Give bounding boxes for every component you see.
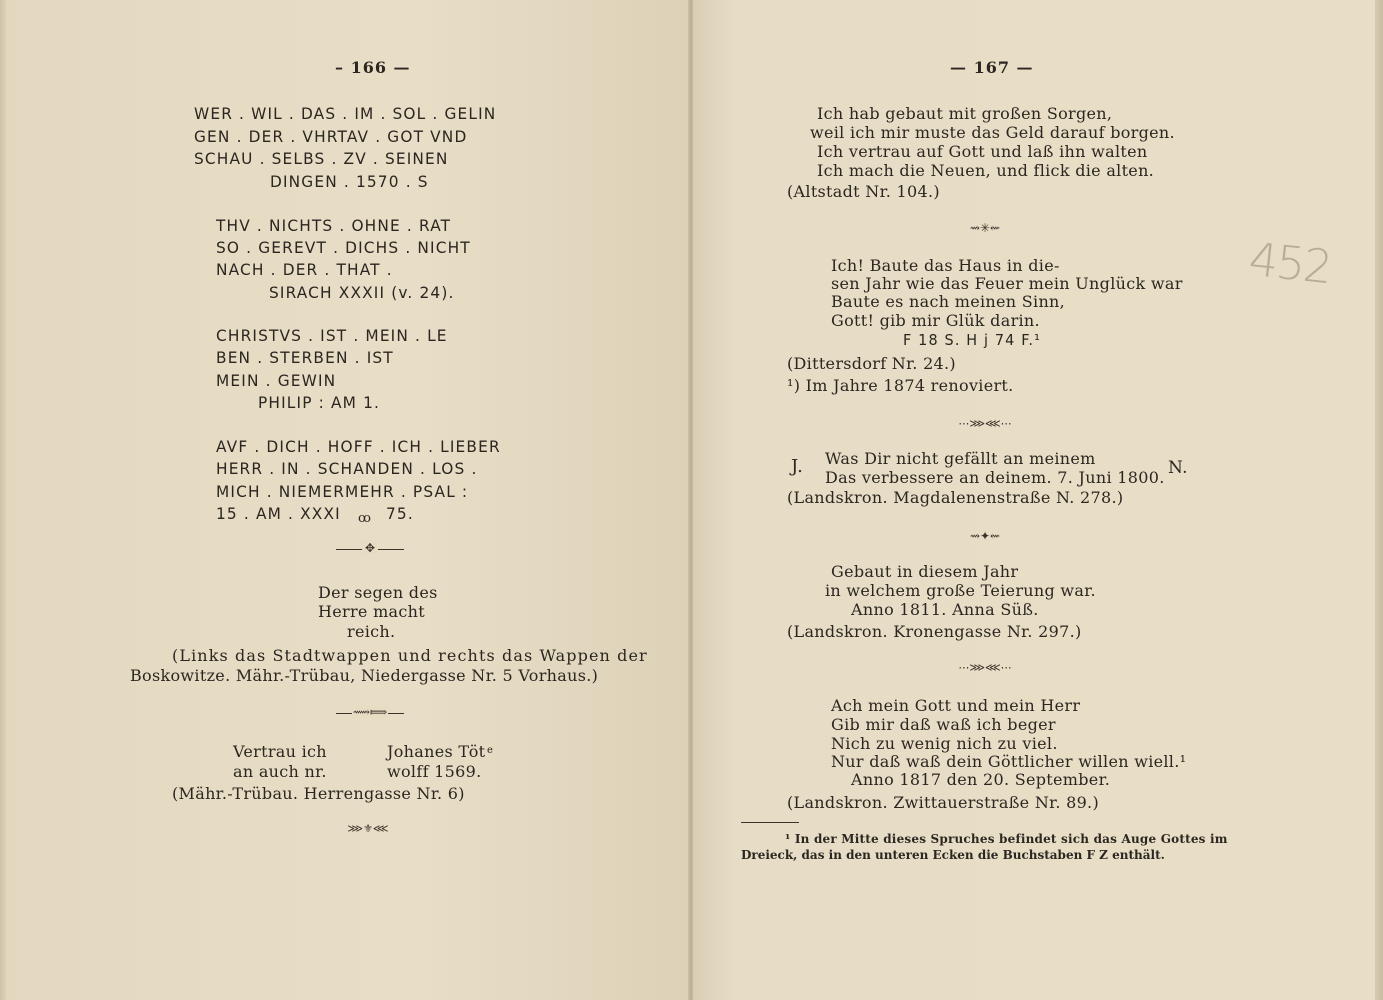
divider-ornament: ⟿⟾ xyxy=(352,705,388,719)
inscription-line: Herre macht xyxy=(318,602,425,621)
initial-letter: J. xyxy=(791,456,804,477)
initial-letter: N. xyxy=(1168,458,1188,478)
inscription-line: in welchem große Teierung war. xyxy=(825,581,1096,600)
inscription-line: Ich vertrau auf Gott und laß ihn walten xyxy=(817,142,1148,161)
inscription-line: Ich! Baute das Haus in die- xyxy=(831,256,1060,275)
inscription-line: GEN . DER . VHRTAV . GOT VND xyxy=(194,127,468,146)
page-edge-right xyxy=(1375,0,1383,1000)
inscription-line: 75. xyxy=(386,504,414,523)
inscription-line: WER . WIL . DAS . IM . SOL . GELIN xyxy=(194,104,497,123)
inscription-line: SIRACH XXXII (v. 24). xyxy=(269,283,455,302)
inscription-line: an auch nr. xyxy=(233,762,327,781)
source-note: (Landskron. Magdalenenstraße N. 278.) xyxy=(787,488,1124,507)
inscription-line: weil ich mir muste das Geld darauf borgen. xyxy=(810,123,1175,142)
inscription-line: F 18 S. H j 74 F.¹ xyxy=(903,331,1041,349)
inscription-line: Gib mir daß waß ich beger xyxy=(831,715,1056,734)
source-note: (Mähr.-Trübau. Herrengasse Nr. 6) xyxy=(172,784,465,803)
inscription-line: Baute es nach meinen Sinn, xyxy=(831,292,1066,311)
inscription-line: MICH . NIEMERMEHR . PSAL : xyxy=(216,482,469,501)
inscription-line: Vertrau ich xyxy=(233,742,327,761)
inscription-line: 15 . AM . XXXI xyxy=(216,504,341,523)
inscription-line: DINGEN . 1570 . S xyxy=(270,172,429,191)
inscription-line: Ach mein Gott und mein Herr xyxy=(831,696,1081,715)
inscription-line: NACH . DER . THAT . xyxy=(216,260,393,279)
inscription-line: Nur daß waß dein Göttlicher willen wiell.¹ xyxy=(831,752,1187,771)
inscription-line: PHILIP : AM 1. xyxy=(258,393,381,412)
inscription-line: SO . GEREVT . DICHS . NICHT xyxy=(216,238,471,257)
inscription-line: Gott! gib mir Glük darin. xyxy=(831,311,1040,330)
page-number-166: – 166 — xyxy=(335,58,411,77)
inscription-line: reich. xyxy=(347,622,396,641)
inscription-line: Ich mach die Neuen, und flick die alten. xyxy=(817,161,1155,180)
divider-ornament: ⋯⋙⋘⋯ xyxy=(958,417,1012,430)
inscription-line: sen Jahr wie das Feuer mein Unglück war xyxy=(831,274,1183,293)
inscription-line: MEIN . GEWIN xyxy=(216,371,337,390)
inscription-line: Johanes Töt xyxy=(387,742,486,761)
inscription-line: THV . NICHTS . OHNE . RAT xyxy=(216,216,452,235)
divider-ornament: ⇝✦⇜ xyxy=(969,529,1001,543)
source-note: Boskowitze. Mähr.-Trübau, Niedergasse Nr. 5 Vorhaus.) xyxy=(130,666,599,685)
inscription-line: HERR . IN . SCHANDEN . LOS . xyxy=(216,459,478,478)
superscript-e: e xyxy=(487,745,493,756)
page-number-167: — 167 — xyxy=(950,58,1034,77)
end-ornament: ⋙⚜⋘ xyxy=(347,822,389,835)
inscription-line: Ich hab gebaut mit großen Sorgen, xyxy=(817,104,1113,123)
inscription-line: Was Dir nicht gefällt an meinem xyxy=(825,449,1096,468)
inscription-line: Anno 1811. Anna Süß. xyxy=(851,600,1039,619)
inscription-line: Der segen des xyxy=(318,583,438,602)
divider-ornament: ⇝✳⇜ xyxy=(969,221,1001,235)
footnote-line: Dreieck, das in den unteren Ecken die Buchstaben F Z enthält. xyxy=(741,848,1165,862)
inscription-line: wolff 1569. xyxy=(387,762,482,781)
inscription-line: Anno 1817 den 20. September. xyxy=(851,770,1111,789)
inscription-line: CHRISTVS . IST . MEIN . LE xyxy=(216,326,448,345)
footnote-rule xyxy=(741,822,799,823)
left-page xyxy=(0,0,690,1000)
ligature-mark: ꝏ xyxy=(358,511,371,526)
divider-ornament: ⋯⋙⋘⋯ xyxy=(958,661,1012,674)
source-note: (Dittersdorf Nr. 24.) xyxy=(787,354,956,373)
pencil-annotation: 452 xyxy=(1246,231,1334,295)
inscription-line: AVF . DICH . HOFF . ICH . LIEBER xyxy=(216,437,501,456)
source-note: (Links das Stadtwappen und rechts das Wappen der xyxy=(172,646,648,665)
inscription-line: Das verbessere an deinem. 7. Juni 1800. xyxy=(825,468,1165,487)
source-note: (Landskron. Zwittauerstraße Nr. 89.) xyxy=(787,793,1099,812)
source-note: (Altstadt Nr. 104.) xyxy=(787,182,940,201)
right-page xyxy=(693,0,1383,1000)
footnote-line: ¹ In der Mitte dieses Spruches befindet sich das Auge Gottes im xyxy=(785,832,1228,846)
inscription-line: SCHAU . SELBS . ZV . SEINEN xyxy=(194,149,449,168)
inscription-line: Nich zu wenig nich zu viel. xyxy=(831,734,1058,753)
page-edge-left xyxy=(0,0,6,1000)
inscription-line: Gebaut in diesem Jahr xyxy=(831,562,1019,581)
footnote-inline: ¹) Im Jahre 1874 renoviert. xyxy=(787,376,1014,395)
inscription-line: BEN . STERBEN . IST xyxy=(216,348,394,367)
divider-ornament: ✥ xyxy=(362,542,378,554)
source-note: (Landskron. Kronengasse Nr. 297.) xyxy=(787,622,1082,641)
